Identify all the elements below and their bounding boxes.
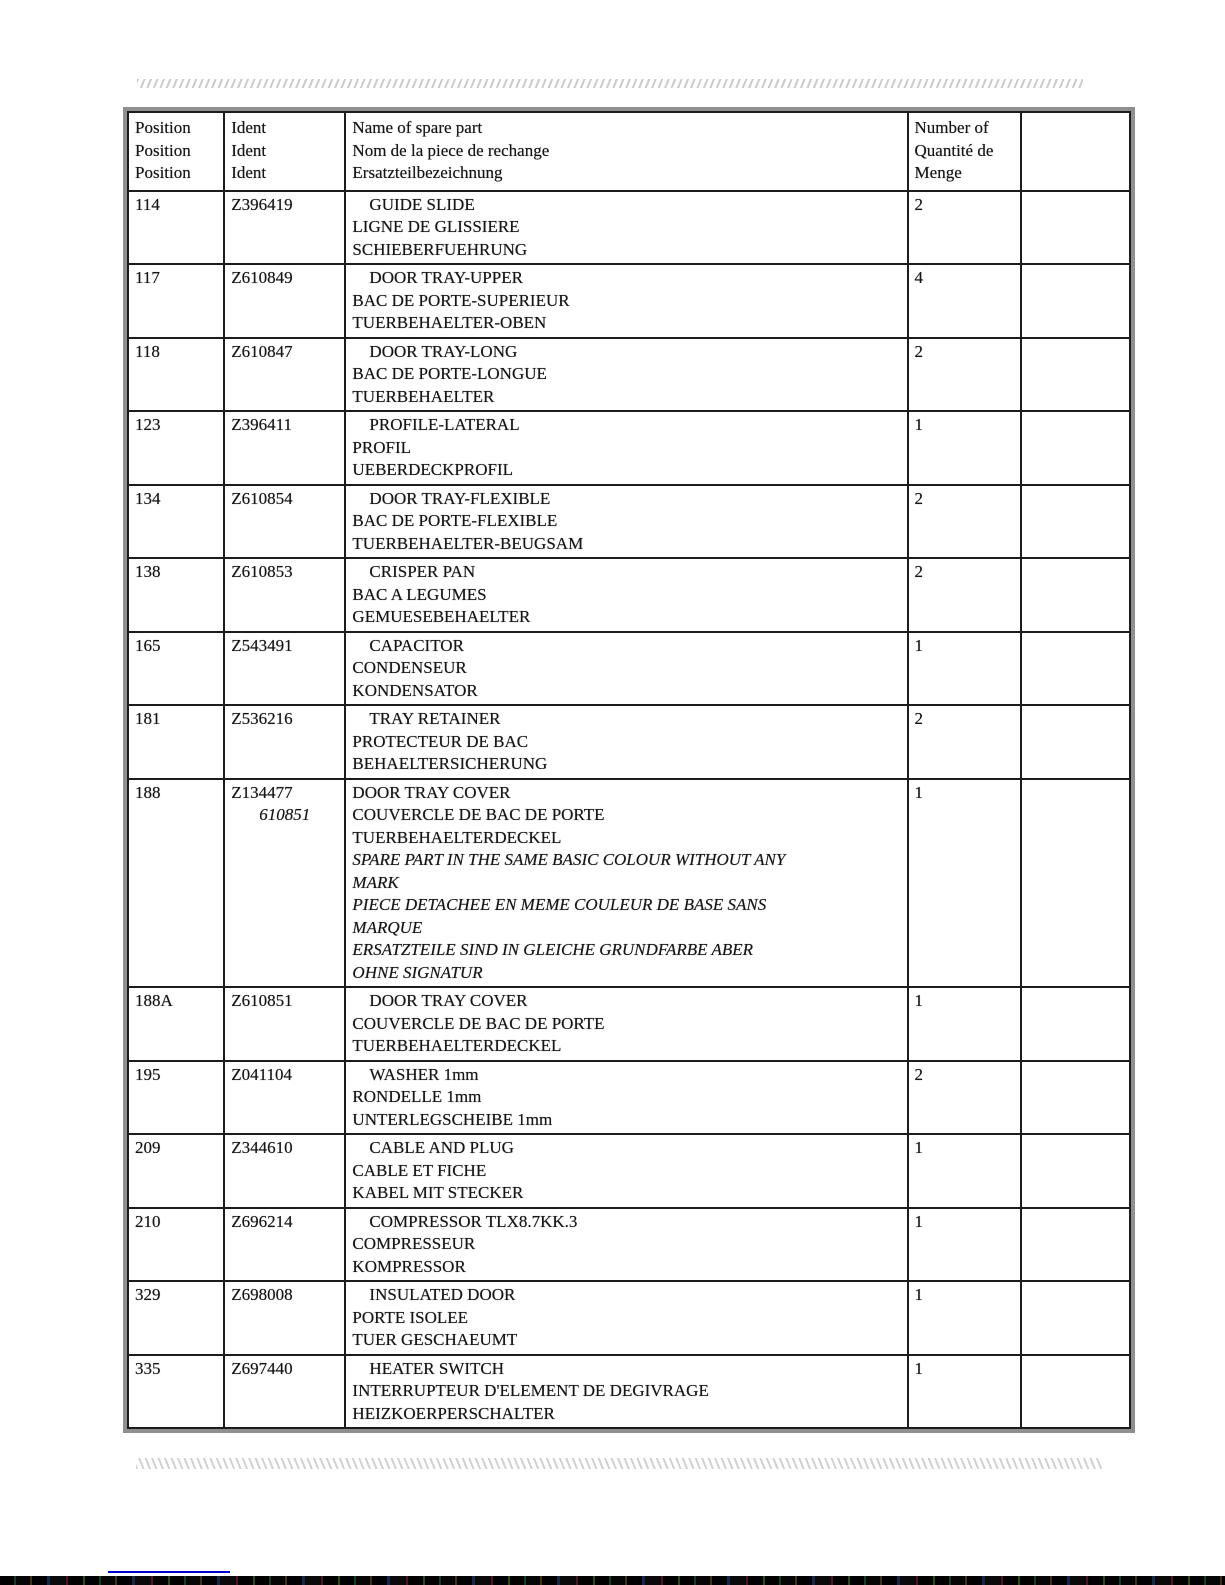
cell-line: ERSATZTEILE SIND IN GLEICHE GRUNDFARBE ABER — [352, 940, 754, 959]
ident-cell — [224, 191, 345, 265]
empty-cell — [1021, 1281, 1130, 1355]
empty-cell — [1021, 779, 1130, 988]
header-line: Position — [135, 118, 191, 137]
name-cell — [345, 1061, 907, 1135]
cell-line: PROFILE-LATERAL — [369, 415, 520, 434]
cell-line: BAC DE PORTE-SUPERIEUR — [352, 290, 570, 310]
quantity-cell — [908, 558, 1021, 632]
table-row — [128, 632, 1130, 706]
ident-cell — [224, 632, 345, 706]
cell-line: BEHAELTERSICHERUNG — [352, 754, 548, 773]
empty-cell — [1021, 191, 1130, 265]
quantity-cell — [908, 987, 1021, 1061]
decorative-hatch-bottom — [136, 1458, 1102, 1469]
cell-line: MARK — [352, 872, 399, 892]
cell-line: 335 — [135, 1358, 161, 1378]
cell-line: DOOR TRAY COVER — [352, 782, 511, 802]
empty-cell — [1021, 705, 1130, 779]
header-line: Nom de la piece de rechange — [352, 140, 550, 160]
position-cell — [128, 1208, 224, 1282]
empty-cell — [1021, 987, 1130, 1061]
cell-line: 2 — [914, 488, 924, 508]
position-cell — [128, 1281, 224, 1355]
cell-line: INSULATED DOOR — [369, 1285, 516, 1304]
cell-line: 1 — [914, 991, 924, 1010]
empty-cell — [1021, 632, 1130, 706]
ident-cell — [224, 705, 345, 779]
header-line: Menge — [914, 163, 962, 182]
decorative-hatch-top — [137, 79, 1083, 88]
quantity-cell — [908, 411, 1021, 485]
table-header-row — [128, 112, 1130, 191]
cell-line: 181 — [135, 709, 161, 728]
table-row — [128, 558, 1130, 632]
cell-line: TUERBEHAELTERDECKEL — [352, 827, 562, 847]
position-cell — [128, 264, 224, 338]
table-row — [128, 411, 1130, 485]
scan-noise-bar — [0, 1576, 1225, 1585]
quantity-cell — [908, 1061, 1021, 1135]
cell-line: BAC DE PORTE-FLEXIBLE — [352, 511, 558, 530]
cell-line: GEMUESEBEHAELTER — [352, 607, 531, 626]
quantity-cell — [908, 1134, 1021, 1208]
cell-line: 1 — [914, 1138, 924, 1157]
cell-line: CRISPER PAN — [369, 562, 476, 581]
quantity-cell — [908, 264, 1021, 338]
ident-cell — [224, 338, 345, 412]
table-row — [128, 264, 1130, 338]
cell-line: 138 — [135, 562, 161, 581]
cell-line: CONDENSEUR — [352, 658, 467, 677]
parts-table-body — [128, 191, 1130, 1429]
table-row — [128, 987, 1130, 1061]
cell-line: Z610851 — [231, 991, 293, 1010]
name-cell — [345, 1281, 907, 1355]
table-row — [128, 1134, 1130, 1208]
cell-line: TUERBEHAELTERDECKEL — [352, 1036, 562, 1055]
cell-line: MARQUE — [352, 917, 423, 937]
cell-line: Z697440 — [231, 1358, 293, 1378]
cell-line: 1 — [914, 635, 924, 655]
cell-line: Z610853 — [231, 562, 293, 581]
quantity-cell — [908, 1281, 1021, 1355]
cell-line: PIECE DETACHEE EN MEME COULEUR DE BASE SANS — [352, 895, 767, 914]
cell-line: LIGNE DE GLISSIERE — [352, 217, 520, 236]
cell-line: KONDENSATOR — [352, 680, 478, 700]
cell-line: CAPACITOR — [369, 635, 464, 655]
cell-line: Z396411 — [231, 415, 292, 434]
cell-line: Z610849 — [231, 268, 293, 287]
position-cell — [128, 1134, 224, 1208]
cell-line: Z536216 — [231, 709, 293, 728]
table-row — [128, 1208, 1130, 1282]
parts-table — [127, 111, 1131, 1429]
cell-line: Z041104 — [231, 1064, 292, 1084]
footer-link-underline — [108, 1571, 230, 1573]
cell-line: WASHER 1mm — [369, 1064, 479, 1084]
quantity-cell — [908, 1355, 1021, 1429]
name-cell — [345, 779, 907, 988]
cell-line: DOOR TRAY COVER — [369, 991, 528, 1010]
ident-cell — [224, 485, 345, 559]
position-cell — [128, 632, 224, 706]
position-cell — [128, 1355, 224, 1429]
cell-line: BAC A LEGUMES — [352, 584, 487, 604]
position-cell — [128, 191, 224, 265]
name-cell — [345, 338, 907, 412]
table-row — [128, 1281, 1130, 1355]
cell-line: 2 — [914, 709, 924, 728]
cell-line: 123 — [135, 415, 161, 434]
position-cell — [128, 705, 224, 779]
position-cell — [128, 1061, 224, 1135]
cell-line: 1 — [914, 1211, 924, 1231]
cell-line: COUVERCLE DE BAC DE PORTE — [352, 1013, 605, 1033]
cell-line: CABLE ET FICHE — [352, 1160, 487, 1180]
spare-parts-table — [123, 107, 1135, 1433]
quantity-cell — [908, 338, 1021, 412]
ident-cell — [224, 1208, 345, 1282]
cell-line: 188A — [135, 991, 173, 1010]
cell-line: PROTECTEUR DE BAC — [352, 731, 529, 751]
cell-line: 114 — [135, 194, 160, 214]
name-cell — [345, 1208, 907, 1282]
cell-line: Z610854 — [231, 488, 293, 508]
cell-line: OHNE SIGNATUR — [352, 962, 483, 982]
cell-line: Z696214 — [231, 1211, 293, 1231]
ident-cell — [224, 558, 345, 632]
cell-line: 209 — [135, 1138, 161, 1157]
name-cell — [345, 705, 907, 779]
name-cell — [345, 1355, 907, 1429]
table-row — [128, 1061, 1130, 1135]
quantity-cell — [908, 1208, 1021, 1282]
cell-line: INTERRUPTEUR D'ELEMENT DE DEGIVRAGE — [352, 1381, 709, 1400]
cell-line: 610851 — [259, 805, 311, 824]
header-line: Ident — [231, 118, 267, 137]
cell-line: HEATER SWITCH — [369, 1358, 504, 1378]
cell-line: Z134477 — [231, 782, 293, 802]
cell-line: TRAY RETAINER — [369, 709, 501, 728]
quantity-cell — [908, 705, 1021, 779]
table-row — [128, 705, 1130, 779]
cell-line: SPARE PART IN THE SAME BASIC COLOUR WITHOUT ANY — [352, 850, 786, 869]
cell-line: 2 — [914, 562, 924, 581]
cell-line: 210 — [135, 1211, 161, 1231]
cell-line: Z610847 — [231, 341, 293, 361]
table-row — [128, 485, 1130, 559]
position-cell — [128, 485, 224, 559]
cell-line: Z543491 — [231, 635, 293, 655]
name-cell — [345, 1134, 907, 1208]
ident-cell — [224, 779, 345, 988]
header-name-cell — [345, 112, 907, 191]
cell-line: UNTERLEGSCHEIBE 1mm — [352, 1109, 553, 1129]
table-row — [128, 1355, 1130, 1429]
empty-cell — [1021, 411, 1130, 485]
position-cell — [128, 558, 224, 632]
cell-line: 118 — [135, 341, 160, 361]
header-line: Ident — [231, 140, 267, 160]
name-cell — [345, 987, 907, 1061]
empty-cell — [1021, 558, 1130, 632]
cell-line: 4 — [914, 268, 924, 287]
header-line: Ersatzteilbezeichnung — [352, 163, 503, 182]
cell-line: TUERBEHAELTER — [352, 386, 495, 406]
cell-line: KOMPRESSOR — [352, 1256, 466, 1276]
ident-cell — [224, 411, 345, 485]
ident-cell — [224, 264, 345, 338]
ident-cell — [224, 1355, 345, 1429]
cell-line: DOOR TRAY-UPPER — [369, 268, 523, 287]
cell-line: SCHIEBERFUEHRUNG — [352, 239, 528, 259]
position-cell — [128, 779, 224, 988]
header-line: Position — [135, 163, 191, 182]
cell-line: TUERBEHAELTER-OBEN — [352, 313, 547, 332]
empty-cell — [1021, 1208, 1130, 1282]
position-cell — [128, 987, 224, 1061]
cell-line: GUIDE SLIDE — [369, 194, 475, 214]
header-line: Quantité de — [914, 140, 994, 160]
header-number-cell — [908, 112, 1021, 191]
header-line: Name of spare part — [352, 118, 483, 137]
cell-line: HEIZKOERPERSCHALTER — [352, 1403, 555, 1423]
cell-line: COMPRESSEUR — [352, 1234, 476, 1253]
name-cell — [345, 411, 907, 485]
ident-cell — [224, 987, 345, 1061]
name-cell — [345, 191, 907, 265]
cell-line: 117 — [135, 268, 160, 287]
cell-line: PROFIL — [352, 437, 411, 457]
cell-line: CABLE AND PLUG — [369, 1138, 514, 1157]
empty-cell — [1021, 264, 1130, 338]
cell-line: BAC DE PORTE-LONGUE — [352, 364, 547, 383]
name-cell — [345, 485, 907, 559]
cell-line: 188 — [135, 782, 161, 802]
table-row — [128, 338, 1130, 412]
header-empty-cell — [1021, 112, 1130, 191]
cell-line: 1 — [914, 782, 924, 802]
cell-line: 2 — [914, 1064, 924, 1084]
header-ident-cell — [224, 112, 345, 191]
header-line: Ident — [231, 163, 267, 182]
cell-line: 1 — [914, 1285, 924, 1304]
cell-line: 1 — [914, 1358, 924, 1378]
cell-line: TUER GESCHAEUMT — [352, 1330, 518, 1349]
cell-line: PORTE ISOLEE — [352, 1307, 469, 1327]
empty-cell — [1021, 1134, 1130, 1208]
cell-line: COUVERCLE DE BAC DE PORTE — [352, 805, 605, 824]
cell-line: 2 — [914, 194, 924, 214]
name-cell — [345, 632, 907, 706]
quantity-cell — [908, 485, 1021, 559]
cell-line: COMPRESSOR TLX8.7KK.3 — [369, 1211, 578, 1231]
cell-line: RONDELLE 1mm — [352, 1087, 482, 1106]
cell-line: 2 — [914, 341, 924, 361]
cell-line: 165 — [135, 635, 161, 655]
cell-line: TUERBEHAELTER-BEUGSAM — [352, 533, 584, 553]
cell-line: KABEL MIT STECKER — [352, 1183, 524, 1202]
empty-cell — [1021, 338, 1130, 412]
cell-line: Z396419 — [231, 194, 293, 214]
quantity-cell — [908, 191, 1021, 265]
quantity-cell — [908, 779, 1021, 988]
cell-line: DOOR TRAY-LONG — [369, 341, 518, 361]
empty-cell — [1021, 1355, 1130, 1429]
empty-cell — [1021, 1061, 1130, 1135]
name-cell — [345, 558, 907, 632]
cell-line: DOOR TRAY-FLEXIBLE — [369, 488, 551, 508]
position-cell — [128, 411, 224, 485]
ident-cell — [224, 1061, 345, 1135]
cell-line: Z698008 — [231, 1285, 293, 1304]
table-row — [128, 191, 1130, 265]
header-line: Position — [135, 140, 191, 160]
name-cell — [345, 264, 907, 338]
table-row — [128, 779, 1130, 988]
quantity-cell — [908, 632, 1021, 706]
cell-line: Z344610 — [231, 1138, 293, 1157]
ident-cell — [224, 1281, 345, 1355]
header-line: Number of — [914, 118, 989, 137]
cell-line: 195 — [135, 1064, 161, 1084]
cell-line: 1 — [914, 415, 924, 434]
cell-line: UEBERDECKPROFIL — [352, 460, 513, 479]
empty-cell — [1021, 485, 1130, 559]
ident-cell — [224, 1134, 345, 1208]
cell-line: 329 — [135, 1285, 161, 1304]
cell-line: 134 — [135, 488, 161, 508]
position-cell — [128, 338, 224, 412]
header-position-cell — [128, 112, 224, 191]
